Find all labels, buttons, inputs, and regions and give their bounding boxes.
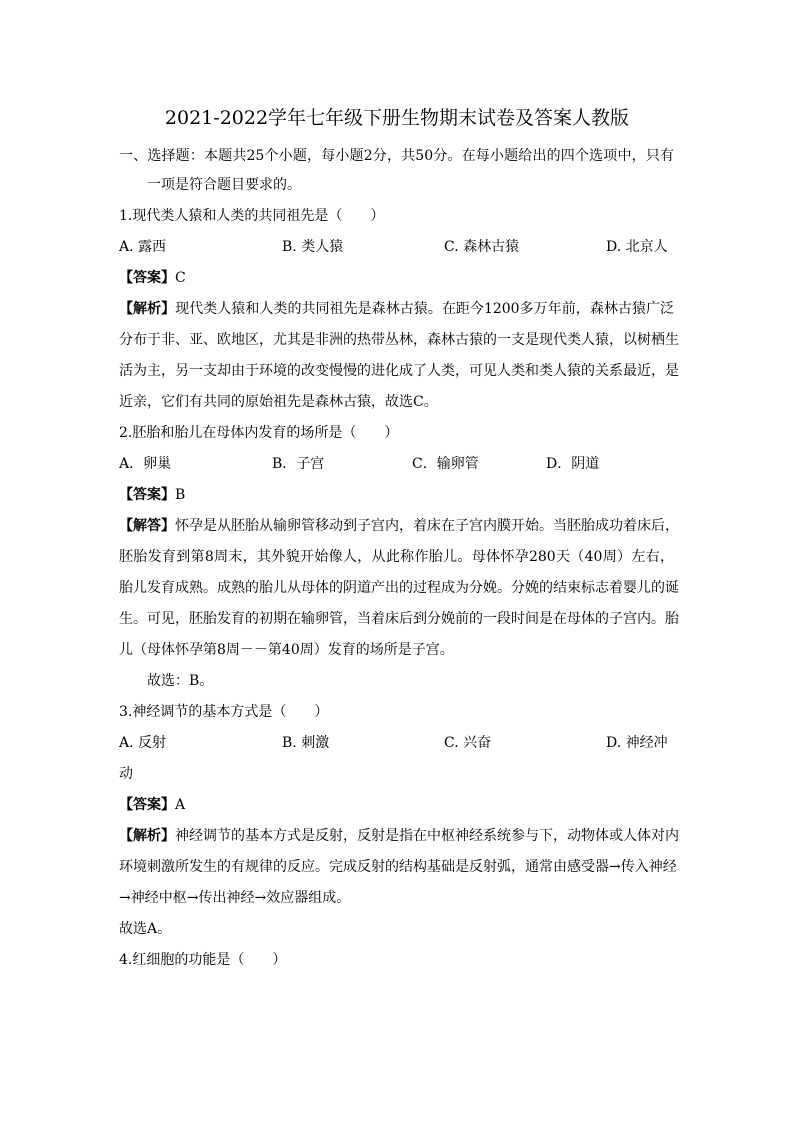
answer-value: A	[175, 797, 186, 813]
question-2-analysis-line: 儿（母体怀孕第8周－－第40周）发育的场所是子宫。	[119, 642, 454, 658]
question-1-option-c: C. 森林古猿	[444, 239, 520, 255]
question-4-stem: 4.红细胞的功能是（ ）	[119, 952, 287, 968]
analysis-label: 【解答】	[119, 518, 175, 534]
question-2-option-d: D．阴道	[546, 456, 600, 472]
question-3-option-wrap: 动	[119, 766, 133, 782]
analysis-label: 【解析】	[119, 828, 175, 844]
question-1-stem: 1.现代类人猿和人类的共同祖先是（ ）	[119, 208, 385, 224]
question-2-conclusion: 故选：B。	[147, 673, 214, 689]
question-3-option-c: C. 兴奋	[444, 735, 492, 751]
question-3-option-b: B. 刺激	[282, 735, 330, 751]
question-1-option-d: D. 北京人	[606, 239, 668, 255]
question-3-analysis-line: →神经中枢→传出神经→效应器组成。	[119, 890, 351, 906]
question-1-analysis-line: 活为主，另一支却由于环境的改变慢慢的进化成了人类，可见人类和类人猿的关系最近，是	[119, 363, 679, 379]
question-2-option-b: B．子宫	[272, 456, 325, 472]
analysis-text: 神经调节的基本方式是反射，反射是指在中枢神经系统参与下，动物体或人体对内	[175, 828, 679, 844]
question-3-option-a: A. 反射	[119, 735, 167, 751]
question-1-answer	[119, 267, 186, 289]
question-1-analysis-line: 近亲，它们有共同的原始祖先是森林古猿，故选C。	[119, 394, 438, 410]
question-2-option-a: A．卵巢	[119, 456, 172, 472]
analysis-text: 现代类人猿和人类的共同祖先是森林古猿。在距今1200多万年前，森林古猿广泛	[175, 301, 674, 317]
question-2-analysis-line: 胎儿发育成熟。成熟的胎儿从母体的阴道产出的过程成为分娩。分娩的结束标志着婴儿的诞	[119, 580, 679, 596]
analysis-label: 【解析】	[119, 301, 176, 317]
question-3-option-d: D. 神经冲	[606, 735, 668, 751]
question-3-answer	[119, 794, 185, 816]
question-2-answer	[119, 484, 185, 506]
section-instruction-cont: 一项是符合题目要求的。	[147, 177, 301, 193]
question-3-analysis-line	[119, 825, 679, 847]
question-1-analysis-line: 分布于非、亚、欧地区，尤其是非洲的热带丛林，森林古猿的一支是现代类人猿，以树栖生	[119, 332, 679, 348]
question-2-option-c: C．输卵管	[412, 456, 479, 472]
document-title: 2021-2022学年七年级下册生物期末试卷及答案人教版	[164, 107, 630, 129]
answer-value: C	[175, 270, 186, 286]
question-2-analysis-line: 胚胎发育到第8周末，其外貌开始像人，从此称作胎儿。母体怀孕280天（40周）左右，	[119, 549, 674, 565]
question-3-analysis-line: 环境刺激所发生的有规律的反应。完成反射的结构基础是反射弧，通常由感受器→传入神经	[119, 859, 677, 875]
answer-label: 【答案】	[119, 487, 175, 503]
question-3-conclusion: 故选A。	[119, 921, 172, 937]
answer-value: B	[175, 487, 186, 503]
question-2-stem: 2.胚胎和胎儿在母体内发育的场所是（ ）	[119, 425, 399, 441]
question-1-option-b: B. 类人猿	[282, 239, 344, 255]
question-2-analysis-line: 生。可见，胚胎发育的初期在输卵管，当着床后到分娩前的一段时间是在母体的子宫内。胎	[119, 611, 679, 627]
question-1-option-a: A. 露西	[119, 239, 167, 255]
analysis-text: 怀孕是从胚胎从输卵管移动到子宫内，着床在子宫内膜开始。当胚胎成功着床后，	[175, 518, 679, 534]
question-1-analysis-line	[119, 298, 674, 320]
question-3-stem: 3.神经调节的基本方式是（ ）	[119, 704, 329, 720]
section-instruction: 一、选择题：本题共25个小题，每小题2分，共50分。在每小题给出的四个选项中，只有	[119, 148, 674, 164]
answer-label: 【答案】	[119, 270, 175, 286]
question-2-analysis-line	[119, 515, 679, 537]
answer-label: 【答案】	[119, 797, 175, 813]
